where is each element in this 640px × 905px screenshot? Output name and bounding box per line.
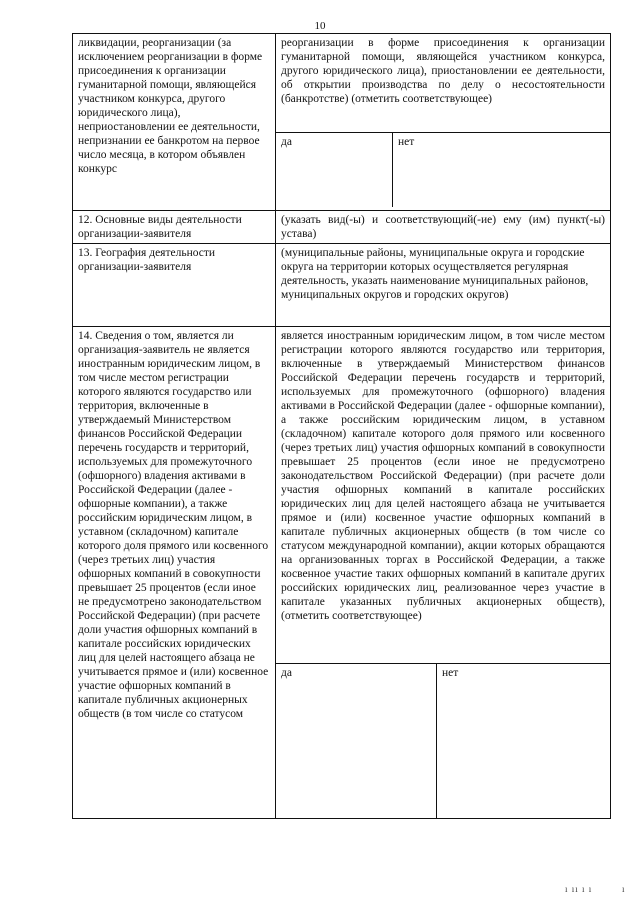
row-answer-geography[interactable]: (муниципальные районы, муниципальные округа и городские округа на территории которых осуществляется регулярная деятельность, указать наименование муниципальных районов, муниципальных округов и городских округов)	[276, 244, 611, 327]
option-no[interactable]: нет	[393, 133, 611, 208]
option-yes[interactable]: да	[276, 133, 393, 208]
table-row	[73, 211, 611, 244]
row-answer-offshore	[276, 327, 611, 819]
option-yes[interactable]: да	[276, 664, 437, 819]
option-no[interactable]: нет	[437, 664, 611, 819]
table-row	[73, 327, 611, 819]
table-row	[73, 244, 611, 327]
yes-no-options	[276, 132, 610, 207]
row-label-liquidation: ликвидации, реорганизации (за исключением реорганизации в форме присоединения к организации гуманитарной помощи, являющейся участником конкурса, другого юридического лица), неприостановлении ее деятельности, непризнании ее банкротом на первое число месяца, в котором объявлен конкурс	[73, 34, 276, 211]
yes-no-options	[276, 663, 610, 818]
scan-mark: ı	[622, 884, 625, 894]
row-answer-liquidation	[276, 34, 611, 211]
table-row	[73, 34, 611, 211]
row-label-geography: 13. География деятельности организации-заявителя	[73, 244, 276, 327]
row-answer-activities[interactable]: (указать вид(-ы) и соответствующий(-ие) ему (им) пункт(-ы) устава)	[276, 211, 611, 244]
row-label-offshore: 14. Сведения о том, является ли организация-заявитель не является иностранным юридическим лицом, в том числе местом регистрации которого являются государство или территория, включенные в утверждаемый Министерством финансов Российской Федерации перечень государств и территорий, используемых для промежуточного (офшорного) владения активами в Российской Федерации (далее - офшорные компании), а также российским юридическим лицом, в уставном (складочном) капитале которого доля прямого или косвенного (через третьих лиц) участия офшорных компаний в совокупности превышает 25 процентов (если иное не предусмотрено законодательством Российской Федерации) (при расчете доли участия офшорных компаний в капитале российских юридических лиц для целей настоящего абзаца не учитывается прямое и (или) косвенное участие офшорных компаний в капитале публичных акционерных обществ (в том числе со статусом	[73, 327, 276, 819]
row-label-activities: 12. Основные виды деятельности организации-заявителя	[73, 211, 276, 244]
application-form-table	[72, 33, 611, 819]
scan-marks: ı ıı ı ı	[565, 884, 593, 894]
answer-text: реорганизации в форме присоединения к организации гуманитарной помощи, являющейся участником конкурса, другого юридического лица), приостановлении ее деятельности, об открытии производства по делу о несостоятельности (банкротстве) (отметить соответствующее)	[281, 37, 605, 105]
answer-text: является иностранным юридическим лицом, в том числе местом регистрации которого являются государство или территория, включенные в утверждаемый Министерством финансов Российской Федерации перечень государств и территорий, используемых для промежуточного (офшорного) владения активами в Российской Федерации (далее - офшорные компании), а также российским юридическим лицом, в уставном (складочном) капитале которого доля прямого или косвенного (через третьих лиц) участия офшорных компаний в совокупности превышает 25 процентов (если иное не предусмотрено законодательством Российской Федерации) (при расчете доли участия офшорных компаний в капитале российских юридических лиц для целей настоящего абзаца не учитывается прямое и (или) косвенное участие офшорных компаний в капитале публичных акционерных обществ (в том числе со статусом международной компании), акции которых обращаются на организованных торгах в Российской Федерации, а также косвенное участие таких офшорных компаний в капитале других российских юридических лиц, реализованное через участие в капитале указанных публичных акционерных обществ), (отметить соответствующее)	[281, 330, 605, 622]
page-number: 10	[314, 20, 326, 32]
